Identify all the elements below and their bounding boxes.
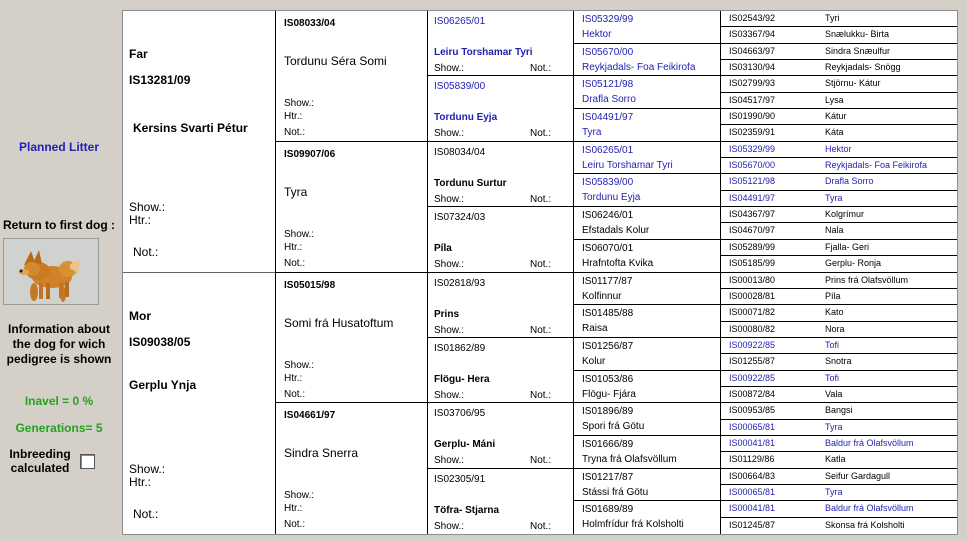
dog-name[interactable]: Baldur frá Olafsvöllum [825, 503, 914, 514]
show-label: Show.: [284, 490, 315, 502]
dog-reg[interactable]: IS04670/97 [729, 225, 776, 236]
dog-reg[interactable]: IS00922/85 [729, 339, 776, 350]
dog-name[interactable]: Hektor [582, 29, 612, 40]
dog-name[interactable]: Gerplu- Máni [434, 439, 496, 451]
show-label: Show.: [434, 520, 465, 532]
inbreeding-calculated-label: Inbreeding calculated [9, 447, 71, 475]
not-label: Not.: [284, 127, 306, 138]
not-label: Not.: [284, 257, 306, 269]
dog-name[interactable]: Kolur [582, 355, 606, 367]
show-label: Show.: [434, 455, 465, 467]
dog-reg[interactable]: IS01129/86 [729, 454, 775, 465]
htr-label: Htr.: [284, 503, 303, 515]
not-label: Not.: [284, 388, 306, 400]
dog-reg[interactable]: IS01245/87 [729, 519, 776, 530]
dog-reg[interactable]: IS01255/87 [729, 356, 776, 367]
not-label: Not.: [133, 245, 159, 259]
dog-name: Tyra [284, 184, 308, 199]
info-text: Information about the dog for wich pedigree is shown [6, 322, 112, 366]
dog-reg[interactable]: IS07324/03 [434, 212, 486, 224]
gen5-dog-cell[interactable] [720, 452, 957, 468]
generation-2-column [275, 11, 427, 534]
dog-name[interactable]: Spori frá Götu [582, 421, 645, 433]
parent-name: Gerplu Ynja [129, 377, 197, 392]
gen5-dog-cell[interactable] [720, 256, 957, 272]
dog-name[interactable]: Lysa [825, 94, 844, 105]
not-label: Not.: [530, 389, 552, 401]
gen5-dog-cell[interactable] [720, 273, 957, 289]
dog-name[interactable]: Tyra [825, 486, 843, 497]
dog-name[interactable]: Tyra [825, 192, 843, 203]
dog-name[interactable]: Prins frá Olafsvöllum [825, 274, 909, 285]
dog-name[interactable]: Reykjadals- Foa Feikirofa [825, 160, 928, 171]
dog-reg[interactable]: IS05329/99 [582, 14, 634, 25]
dog-reg[interactable]: IS05185/99 [729, 258, 776, 269]
gen5-dog-cell[interactable] [720, 420, 957, 436]
generation-1-column [123, 11, 275, 534]
dog-name[interactable]: Nora [825, 323, 845, 334]
dog-name[interactable]: Flögu- Fjára [582, 388, 636, 400]
dog-reg[interactable]: IS05839/00 [582, 177, 634, 189]
dog-reg[interactable]: IS08034/04 [434, 146, 486, 158]
gen5-dog-cell[interactable] [720, 207, 957, 223]
gen5-dog-cell[interactable] [720, 158, 957, 174]
grandparent-cell[interactable] [275, 142, 427, 273]
gen4-dog-cell[interactable] [573, 44, 720, 77]
dog-name[interactable]: Vala [825, 388, 843, 399]
dog-reg[interactable]: IS05839/00 [434, 81, 486, 93]
dog-reg[interactable]: IS00922/85 [729, 372, 776, 383]
not-label: Not.: [530, 193, 552, 205]
dog-name[interactable]: Stássi frá Götu [582, 486, 649, 498]
dog-name[interactable]: Hektor [825, 143, 852, 154]
parent-role: Mor [129, 308, 151, 323]
gen5-dog-cell[interactable] [720, 289, 957, 305]
gen4-dog-cell[interactable] [573, 273, 720, 306]
dog-reg[interactable]: IS01217/87 [582, 471, 634, 483]
gen5-dog-cell[interactable] [720, 305, 957, 321]
dog-reg[interactable]: IS00028/81 [729, 290, 776, 301]
dog-reg[interactable]: IS01689/89 [582, 504, 634, 516]
gen4-dog-cell[interactable] [573, 371, 720, 404]
dog-name[interactable]: Píla [434, 243, 452, 255]
show-label: Show.: [434, 63, 465, 74]
dog-name[interactable]: Katla [825, 454, 846, 465]
parent-reg: IS13281/09 [129, 73, 191, 87]
gen5-dog-cell[interactable] [720, 485, 957, 501]
dog-name: Somi frá Husatoftum [284, 315, 394, 330]
generations-value: Generations= 5 [15, 421, 103, 435]
gen5-dog-cell[interactable] [720, 436, 957, 452]
dog-name[interactable]: Reykjadals- Snögg [825, 62, 901, 73]
show-label: Show.: [434, 324, 465, 336]
generation-5-column [720, 11, 957, 534]
dog-name[interactable]: Tordunu Eyja [582, 192, 641, 204]
gen4-dog-cell[interactable] [573, 109, 720, 142]
dog-name[interactable]: Sindra Snæulfur [825, 45, 891, 56]
gen3-dog-cell[interactable] [427, 273, 573, 338]
gen3-dog-cell[interactable] [427, 338, 573, 403]
show-label: Show.: [434, 193, 465, 205]
gen4-dog-cell[interactable] [573, 240, 720, 273]
dog-reg[interactable]: IS03706/95 [434, 408, 486, 420]
htr-label: Htr.: [284, 241, 303, 253]
dog-reg[interactable]: IS02359/91 [729, 127, 776, 138]
not-label: Not.: [530, 520, 552, 532]
generation-3-column [427, 11, 573, 534]
dog-reg[interactable]: IS04517/97 [729, 94, 776, 105]
dog-reg[interactable]: IS05121/98 [729, 176, 776, 187]
dog-reg[interactable]: IS04367/97 [729, 209, 776, 220]
dog-name[interactable]: Tofi [825, 339, 840, 350]
gen5-dog-cell[interactable] [720, 403, 957, 419]
dog-reg[interactable]: IS01990/90 [729, 111, 776, 122]
dog-name[interactable]: Efstadals Kolur [582, 225, 650, 237]
dog-name[interactable]: Baldur frá Olafsvöllum [825, 437, 914, 448]
parent-name: Kersins Svarti Pétur [133, 121, 248, 135]
dog-reg[interactable]: IS02818/93 [434, 277, 486, 289]
dog-name[interactable]: Tryna frá Olafsvöllum [582, 453, 677, 465]
gen5-dog-cell[interactable] [720, 191, 957, 207]
gen5-dog-cell[interactable] [720, 27, 957, 43]
gen5-dog-cell[interactable] [720, 93, 957, 109]
dog-reg[interactable]: IS06246/01 [582, 210, 634, 222]
show-label: Show.: [284, 98, 315, 109]
generation-4-column [573, 11, 720, 534]
show-label: Show.: [434, 128, 465, 140]
dog-reg: IS08033/04 [284, 18, 336, 29]
dog-name[interactable]: Leiru Torshamar Tyri [582, 159, 673, 171]
dog-reg[interactable]: IS00041/81 [729, 437, 776, 448]
dog-reg[interactable]: IS01896/89 [582, 406, 634, 418]
dog-reg[interactable]: IS01666/89 [582, 438, 634, 450]
gen5-dog-cell[interactable] [720, 109, 957, 125]
gen5-dog-cell[interactable] [720, 142, 957, 158]
dog-name[interactable]: Píla [825, 290, 841, 301]
dog-reg[interactable]: IS02543/92 [729, 13, 776, 23]
dog-name[interactable]: Prins [434, 308, 460, 320]
dog-reg[interactable]: IS00013/80 [729, 274, 776, 285]
dog-reg[interactable]: IS00872/84 [729, 388, 776, 399]
planned-litter-link[interactable]: Planned Litter [18, 140, 99, 154]
dog-name[interactable]: Snotra [825, 356, 852, 367]
dog-name[interactable]: Snælukku- Birta [825, 29, 890, 40]
dog-name[interactable]: Nala [825, 225, 844, 236]
htr-label: Htr.: [129, 213, 152, 227]
gen5-dog-cell[interactable] [720, 174, 957, 190]
dog-reg[interactable]: IS04491/97 [729, 192, 776, 203]
gen4-dog-cell[interactable] [573, 501, 720, 534]
dog-name[interactable]: Tyri [825, 13, 840, 23]
gen5-dog-cell[interactable] [720, 469, 957, 485]
gen3-dog-cell[interactable] [427, 142, 573, 207]
dog-name[interactable]: Drafla Sorro [582, 94, 636, 106]
dog-name[interactable]: Gerplu- Ronja [825, 258, 882, 269]
not-label: Not.: [530, 63, 552, 74]
inavel-value: Inavel = 0 % [24, 394, 94, 408]
dog-reg[interactable]: IS01485/88 [582, 308, 634, 320]
dog-reg[interactable]: IS00071/82 [729, 307, 776, 318]
dog-reg[interactable]: IS00080/82 [729, 323, 776, 334]
htr-label: Htr.: [129, 474, 152, 489]
dog-reg[interactable]: IS01053/86 [582, 373, 634, 385]
not-label: Not.: [530, 259, 552, 271]
dog-reg[interactable]: IS04663/97 [729, 45, 776, 56]
not-label: Not.: [530, 324, 552, 336]
gen4-dog-cell[interactable] [573, 142, 720, 175]
dog-reg[interactable]: IS04491/97 [582, 112, 634, 124]
dog-reg[interactable]: IS05121/98 [582, 79, 634, 91]
gen5-dog-cell[interactable] [720, 76, 957, 92]
gen3-dog-cell[interactable] [427, 403, 573, 468]
show-label: Show.: [284, 228, 315, 240]
gen3-dog-cell[interactable] [427, 207, 573, 272]
dog-reg[interactable]: IS00065/81 [729, 486, 776, 497]
dog-name[interactable]: Tofi [825, 372, 840, 383]
inbreeding-checkbox[interactable] [80, 454, 95, 469]
htr-label: Htr.: [284, 372, 303, 384]
dog-reg[interactable]: IS01256/87 [582, 340, 634, 352]
dog-reg[interactable]: IS01862/89 [434, 342, 486, 354]
dog-reg[interactable]: IS05670/00 [582, 46, 634, 58]
grandparent-cell[interactable] [275, 273, 427, 404]
dog-name[interactable]: Stjörnu- Kátur [825, 78, 881, 89]
dog-reg[interactable]: IS03367/94 [729, 29, 776, 40]
dog-reg: IS04661/97 [284, 410, 336, 422]
show-label: Show.: [129, 461, 166, 476]
show-label: Show.: [434, 389, 465, 401]
dog-reg[interactable]: IS02799/93 [729, 78, 776, 89]
grandparent-cell[interactable] [275, 11, 427, 142]
gen5-dog-cell[interactable] [720, 501, 957, 517]
dog-reg[interactable]: IS06265/01 [582, 144, 634, 156]
dog-name[interactable]: Drafla Sorro [825, 176, 874, 187]
gen4-dog-cell[interactable] [573, 305, 720, 338]
dog-name[interactable]: Fjalla- Geri [825, 241, 870, 252]
dog-reg[interactable]: IS00953/85 [729, 405, 776, 416]
dog-reg[interactable]: IS05670/00 [729, 160, 776, 171]
gen5-dog-cell[interactable] [720, 223, 957, 239]
show-label: Show.: [129, 200, 166, 214]
htr-label: Htr.: [284, 111, 303, 122]
parent-reg: IS09038/05 [129, 334, 191, 349]
dog-name[interactable]: Seifur Gardagull [825, 470, 891, 481]
dog-name[interactable]: Bangsi [825, 405, 853, 416]
dog-name[interactable]: Tordunu Surtur [434, 177, 507, 189]
show-label: Show.: [434, 259, 465, 271]
gen5-dog-cell[interactable] [720, 44, 957, 60]
gen4-dog-cell[interactable] [573, 76, 720, 109]
dog-name[interactable]: Töfra- Stjarna [434, 504, 500, 516]
dog-reg[interactable]: IS00041/81 [729, 503, 776, 514]
dog-name[interactable]: Leiru Torshamar Tyri [434, 47, 533, 58]
dog-name[interactable]: Raisa [582, 323, 608, 335]
grandparent-cell[interactable] [275, 403, 427, 534]
not-label: Not.: [530, 128, 552, 140]
first-dog-thumbnail-button[interactable] [3, 238, 99, 305]
gen5-dog-cell[interactable] [720, 240, 957, 256]
dog-name[interactable]: Reykjadals- Foa Feikirofa [582, 61, 696, 73]
dog-name[interactable]: Tyra [825, 421, 843, 432]
dog-reg[interactable]: IS02305/91 [434, 473, 486, 485]
dog-icon [4, 239, 98, 304]
gen4-dog-cell[interactable] [573, 338, 720, 371]
dog-name[interactable]: Hrafntofta Kvika [582, 257, 654, 269]
gen4-dog-cell[interactable] [573, 403, 720, 436]
pedigree-table [122, 10, 958, 535]
dog-name[interactable]: Tyra [582, 127, 602, 139]
not-label: Not.: [284, 519, 306, 531]
dog-name[interactable]: Holmfrídur frá Kolsholti [582, 519, 684, 531]
dog-name[interactable]: Skonsa frá Kolsholti [825, 519, 905, 530]
dog-reg[interactable]: IS05289/99 [729, 241, 776, 252]
dog-reg[interactable]: IS03130/94 [729, 62, 776, 73]
dog-name[interactable]: Kátur [825, 111, 847, 122]
show-label: Show.: [284, 359, 315, 371]
gen5-dog-cell[interactable] [720, 11, 957, 27]
sidebar [0, 0, 118, 541]
gen3-dog-cell[interactable] [427, 469, 573, 534]
dog-reg: IS09907/06 [284, 148, 336, 160]
dog-reg[interactable]: IS01177/87 [582, 275, 633, 287]
gen5-dog-cell[interactable] [720, 60, 957, 76]
dog-reg[interactable]: IS00065/81 [729, 421, 776, 432]
gen5-dog-cell[interactable] [720, 518, 957, 534]
dog-name[interactable]: Tordunu Eyja [434, 112, 498, 124]
gen4-dog-cell[interactable] [573, 436, 720, 469]
dog-name[interactable]: Kato [825, 307, 844, 318]
gen3-dog-cell[interactable] [427, 11, 573, 76]
not-label: Not.: [133, 506, 159, 521]
gen5-dog-cell[interactable] [720, 125, 957, 141]
gen3-dog-cell[interactable] [427, 76, 573, 141]
dog-name[interactable]: Kolfinnur [582, 290, 622, 302]
gen5-dog-cell[interactable] [720, 338, 957, 354]
dog-name: Sindra Snerra [284, 446, 359, 461]
sire-cell[interactable] [123, 11, 275, 273]
gen4-dog-cell[interactable] [573, 11, 720, 44]
dog-name: Tordunu Séra Somi [284, 54, 387, 68]
gen4-dog-cell[interactable] [573, 174, 720, 207]
dog-name[interactable]: Kolgrímur [825, 209, 865, 220]
return-to-first-dog-label: Return to first dog : [3, 218, 115, 232]
dog-name[interactable]: Flögu- Hera [434, 373, 490, 385]
gen4-dog-cell[interactable] [573, 207, 720, 240]
dam-cell[interactable] [123, 273, 275, 535]
dog-reg[interactable]: IS06265/01 [434, 16, 486, 27]
gen5-dog-cell[interactable] [720, 354, 957, 370]
parent-role: Far [129, 47, 148, 61]
dog-reg: IS05015/98 [284, 279, 336, 291]
dog-name[interactable]: Káta [825, 127, 844, 138]
dog-reg[interactable]: IS06070/01 [582, 242, 634, 254]
gen4-dog-cell[interactable] [573, 469, 720, 502]
gen5-dog-cell[interactable] [720, 371, 957, 387]
gen5-dog-cell[interactable] [720, 322, 957, 338]
dog-reg[interactable]: IS05329/99 [729, 143, 776, 154]
gen5-dog-cell[interactable] [720, 387, 957, 403]
not-label: Not.: [530, 455, 552, 467]
dog-reg[interactable]: IS00664/83 [729, 470, 776, 481]
